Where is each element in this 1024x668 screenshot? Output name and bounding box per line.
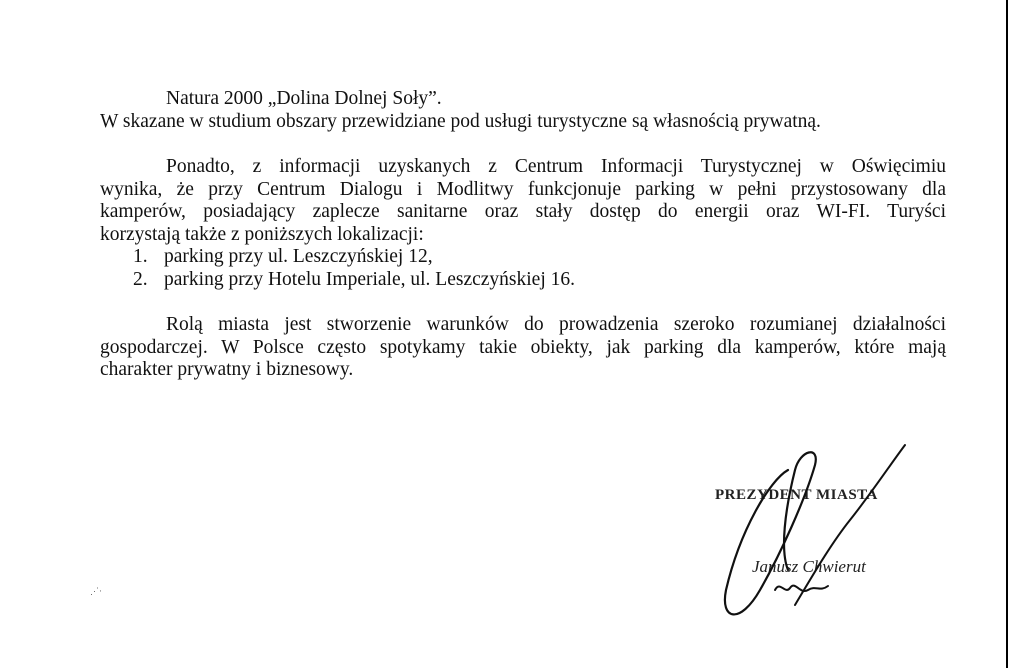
scan-artifact: ⋰· <box>90 586 102 596</box>
list-text: parking przy ul. Leszczyńskiej 12, <box>164 246 433 267</box>
stamp-title: PREZYDENT MIASTA <box>715 487 878 503</box>
handwritten-signature <box>700 440 930 640</box>
stamp-name: Janusz Chwierut <box>752 557 866 576</box>
paragraph-line: Ponadto, z informacji uzyskanych z Centrum Informacji Turystycznej w Oświęcimiu <box>166 156 946 177</box>
list-item <box>100 269 946 292</box>
paragraph-line: charakter prywatny i biznesowy. <box>100 359 354 380</box>
paragraph-line: korzystają także z poniższych lokalizacji: <box>100 223 424 245</box>
text-line: Natura 2000 „Dolina Dolnej Soły”. <box>166 88 442 109</box>
list-number: 2. <box>133 268 148 290</box>
list-text: parking przy Hotelu Imperiale, ul. Leszczyńskiej 16. <box>164 268 575 290</box>
paragraph-line: gospodarczej. W Polsce często spotykamy takie obiekty, jak parking dla kamperów, które mają <box>100 336 946 358</box>
list-number: 1. <box>133 246 148 267</box>
paragraph-line: Rolą miasta jest stworzenie warunków do prowadzenia szeroko rozumianej działalności <box>166 314 946 335</box>
paragraph-line: kamperów, posiadający zaplecze sanitarne oraz stały dostęp do energii oraz WI-FI. Turyści <box>100 201 946 222</box>
letter-body <box>100 88 946 382</box>
list-item <box>100 246 946 269</box>
paragraph-line: wynika, że przy Centrum Dialogu i Modlitwy funkcjonuje parking w pełni przystosowany dla <box>100 178 946 200</box>
scan-edge-line <box>1006 0 1008 668</box>
text-line: W skazane w studium obszary przewidziane pod usługi turystyczne są własnością prywatną. <box>100 110 821 132</box>
signature-block <box>700 440 930 640</box>
